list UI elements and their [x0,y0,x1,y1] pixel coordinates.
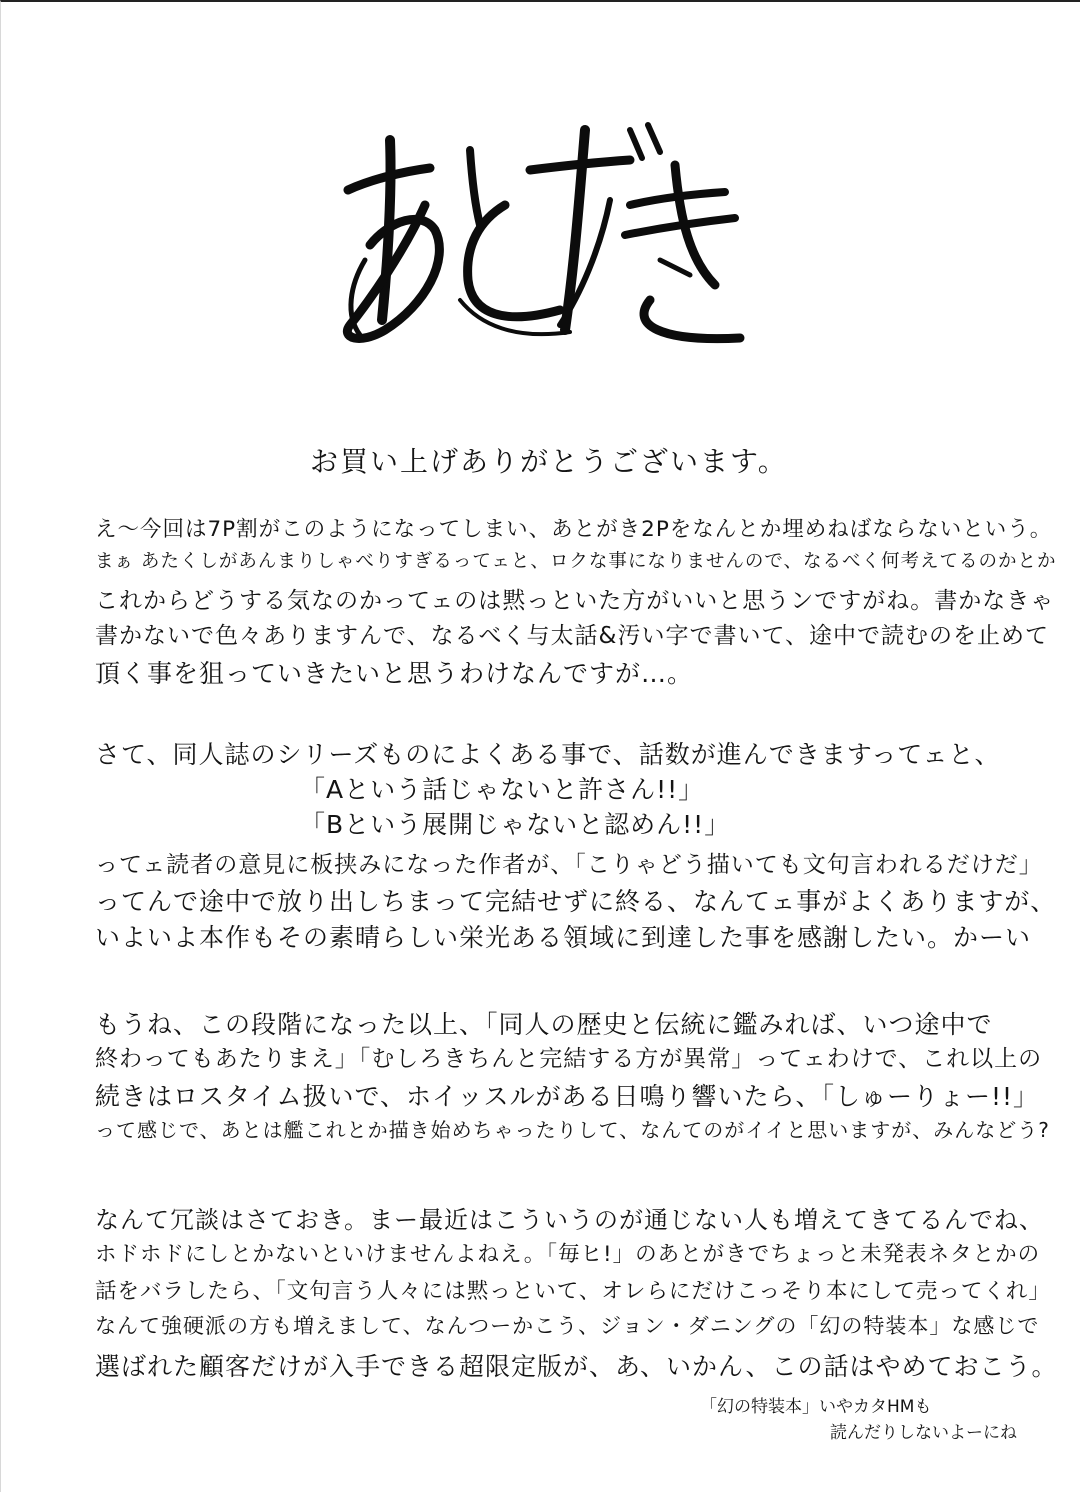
title-brush-lettering [330,110,750,360]
quote-line: 「Aという話じゃないと許さん!!」 [300,775,705,804]
quote-line: 「Bという展開じゃないと認めん!!」 [300,810,731,839]
paragraph-line: 話をバラしたら、「文句言う人々には黙っといて、オレらにだけこっそり本にして売ってくれ」 [95,1279,1051,1304]
footnote-line: 読んだりしないよーにね [830,1423,1017,1443]
paragraph-line: 続きはロスタイム扱いで、ホイッスルがある日鳴り響いたら、「しゅーりょー!!」 [95,1082,1040,1111]
paragraph-line: 選ばれた顧客だけが入手できる超限定版が、あ、いかん、この話はやめておこう。 [95,1352,1058,1381]
paragraph-line: え〜今回は7P割がこのようになってしまい、あとがき2Pをなんとか埋めねばならないという。 [95,517,1053,542]
paragraph-line: ってェ読者の意見に板挟みになった作者が、「こりゃどう描いても文句言われるだけだ」 [95,852,1043,878]
paragraph-line: ホドホドにしとかないといけませんよねえ。「毎ヒ!」のあとがきでちょっと未発表ネタとかの [95,1242,1041,1267]
paragraph-line: なんて冗談はさておき。まー最近はこういうのが通じない人も増えてきてるんでね、 [95,1206,1045,1234]
paragraph-line: もうね、この段階になった以上、「同人の歴史と伝統に鑑みれば、いつ途中で [95,1010,993,1039]
paragraph-line: 書かないで色々ありますんで、なるべく与太話&汚い字で書いて、途中で読むのを止めて [95,623,1050,649]
paragraph-line: まぁ あたくしがあんまりしゃべりすぎるってェと、ロクな事になりませんので、なるべく何考えてるのかとか [95,551,1057,572]
paragraph-line: これからどうする気なのかってェのは黙っといた方がいいと思うンですがね。書かなきゃ [95,588,1055,614]
footnote-line: 「幻の特装本」いやカタHMも [700,1397,932,1417]
paragraph-line: さて、同人誌のシリーズものによくある事で、話数が進んできますってェと、 [95,740,1001,769]
paragraph-line: ってんで途中で放り出しちまって完結せずに終る、なんてェ事がよくありますが、 [95,887,1057,916]
greeting-line: お買い上げありがとうございます。 [310,445,788,478]
paragraph-line: 終わってもあたりまえ」「むしろきちんと完結する方が異常」ってェわけで、これ以上の [95,1046,1043,1072]
paragraph-line: 頂く事を狙っていきたいと思うわけなんですが…。 [95,659,694,688]
brush-title-svg [330,110,750,360]
paragraph-line: いよいよ本作もその素晴らしい栄光ある領域に到達した事を感謝したい。かーい [95,923,1032,952]
paragraph-line: って感じで、あとは艦これとか描き始めちゃったりして、なんてのがイイと思いますが、みんなどう? [95,1118,1050,1142]
paragraph-line: なんて強硬派の方も増えまして、なんつーかこう、ジョン・ダニングの「幻の特装本」な感じで [95,1314,1040,1338]
